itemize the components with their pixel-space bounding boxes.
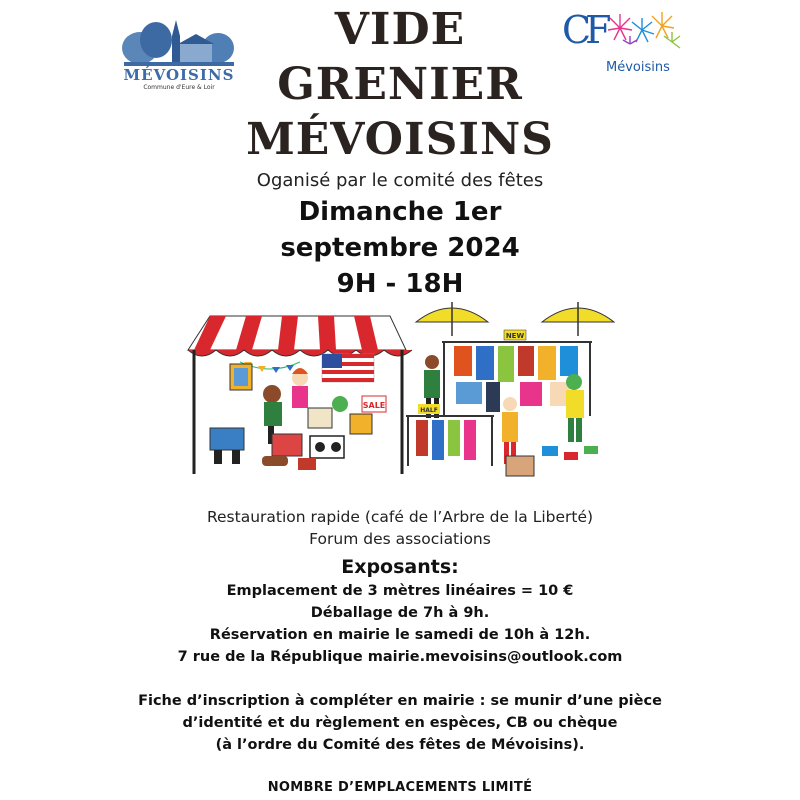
fiche-line-3: (à l’ordre du Comité des fêtes de Mévoisins). — [215, 737, 585, 753]
service-food: Restauration rapide (café de l’Arbre de la Liberté) — [206, 508, 594, 526]
exposants-line-setup: Déballage de 7h à 9h. — [310, 605, 490, 621]
half-tag-label: HALF — [420, 407, 438, 414]
cf-letters: CF — [562, 8, 606, 52]
flea-market-illustration — [180, 296, 620, 492]
mevoisins-logo-sub: Commune d'Eure & Loir — [143, 84, 215, 91]
exposants-line-address: 7 rue de la République mairie.mevoisins@outlook.com — [177, 649, 623, 665]
cf-logo-name: Mévoisins — [606, 60, 670, 75]
limited-spots-notice: NOMBRE D’EMPLACEMENTS LIMITÉ — [267, 780, 533, 795]
sale-tag-label: SALE — [362, 401, 386, 410]
service-forum: Forum des associations — [309, 530, 491, 548]
event-title-line3: MÉVOISINS — [246, 114, 554, 165]
flag-icon — [322, 354, 374, 382]
event-date-line1: Dimanche 1er — [298, 197, 502, 227]
event-title-line1: VIDE — [334, 4, 466, 55]
mevoisins-logo-name: MÉVOISINS — [123, 66, 235, 84]
fiche-line-2: d’identité et du règlement en espèces, CB ou chèque — [182, 715, 618, 731]
new-tag-label: NEW — [505, 332, 525, 340]
event-date-line2: septembre 2024 — [280, 233, 520, 263]
exposants-line-reservation: Réservation en mairie le samedi de 10h à 12h. — [209, 627, 591, 643]
exposants-heading: Exposants: — [341, 556, 459, 578]
event-title-line2: GRENIER — [277, 59, 523, 110]
fiche-line-1: Fiche d’inscription à compléter en mairie : se munir d’une pièce — [138, 693, 662, 709]
organizer-text: Oganisé par le comité des fêtes — [256, 170, 544, 191]
exposants-line-price: Emplacement de 3 mètres linéaires = 10 € — [226, 583, 574, 599]
event-hours: 9H - 18H — [336, 269, 464, 299]
